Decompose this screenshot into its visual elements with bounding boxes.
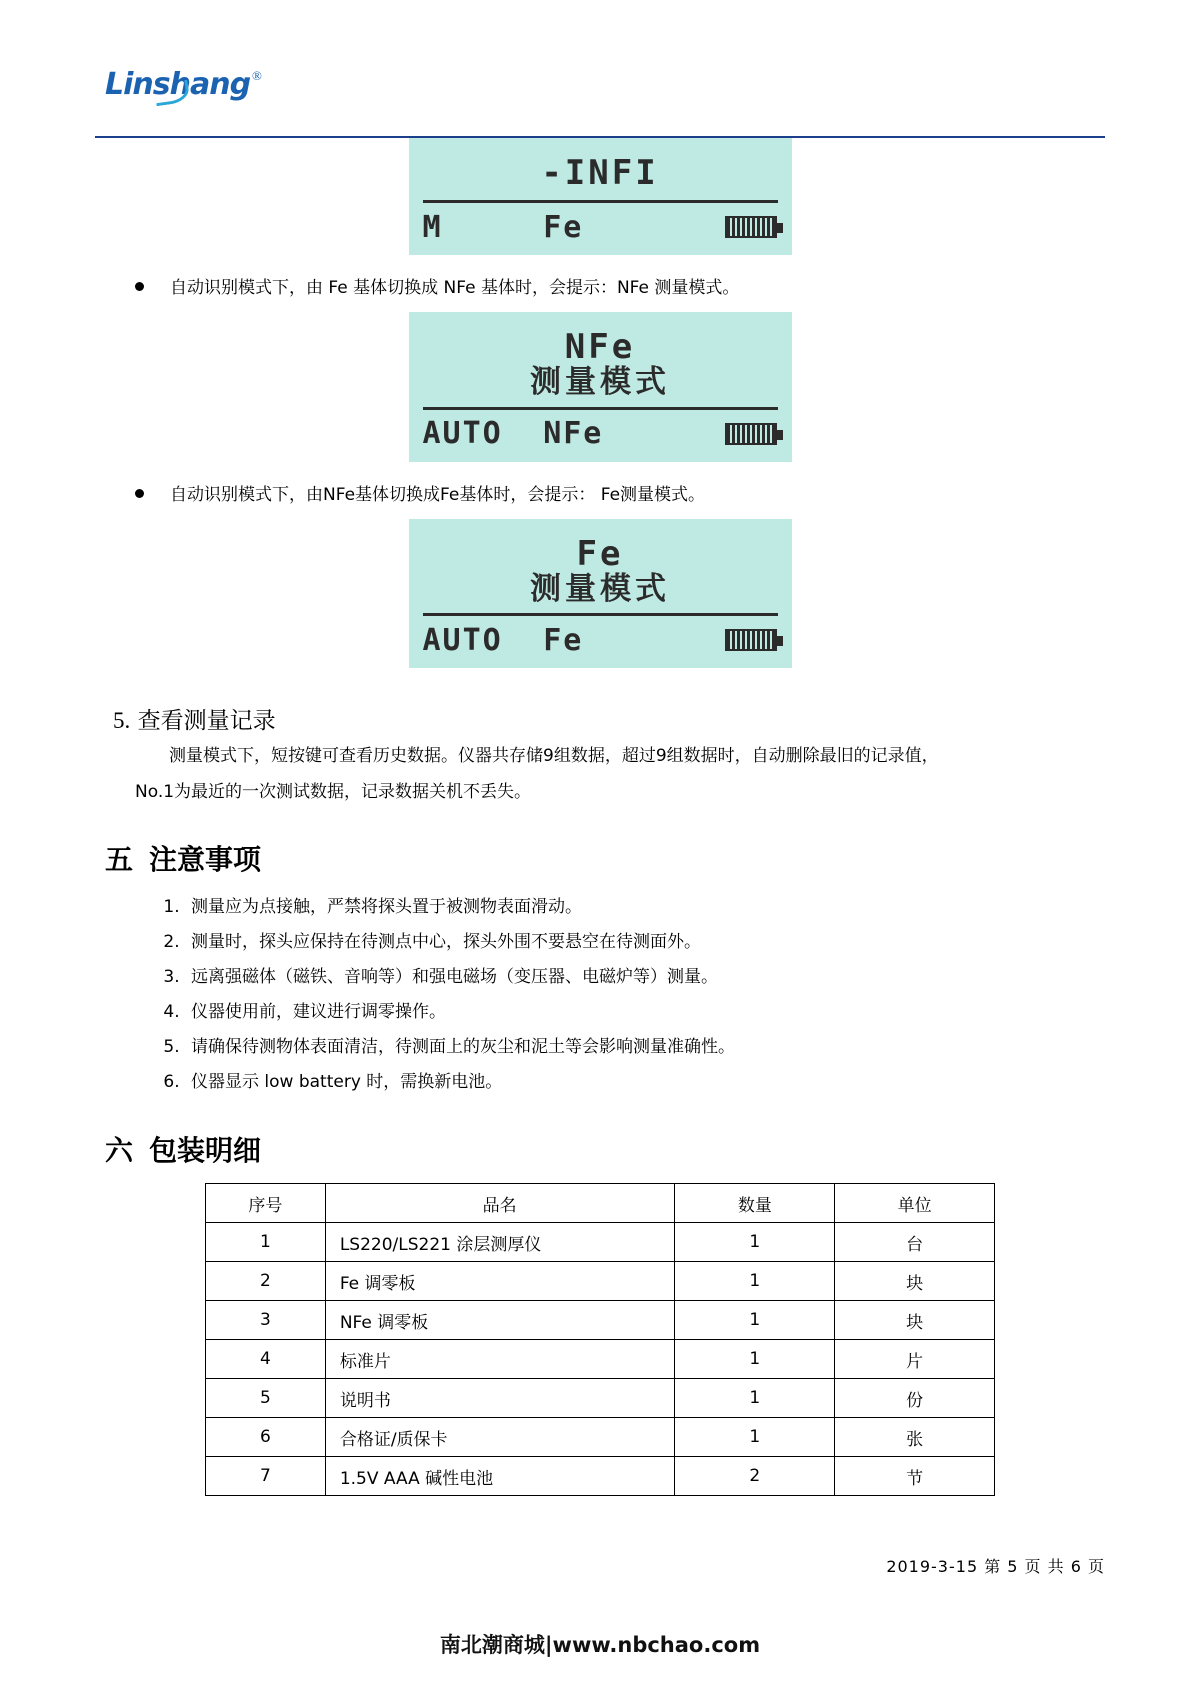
section-five-title: 注意事项 [149, 843, 262, 877]
lcd-divider [423, 200, 778, 203]
lcd-screen-nfe [409, 312, 792, 462]
bullet-item [135, 480, 1105, 505]
lcd-main-value [423, 527, 778, 608]
cell-unit: 份 [835, 1379, 995, 1418]
brand-name: Linshang [105, 67, 251, 102]
lcd-status-bar [423, 412, 778, 456]
lcd-mode-mid: NFe [543, 416, 604, 452]
cell-no: 6 [206, 1418, 326, 1457]
cell-no: 1 [206, 1223, 326, 1262]
lcd-battery-wrap [685, 216, 777, 238]
table-row [206, 1262, 995, 1301]
cell-name: 标准片 [325, 1340, 675, 1379]
packing-list-table [205, 1183, 995, 1496]
section-5-heading [113, 702, 1105, 735]
table-row [206, 1418, 995, 1457]
lcd-mode-left: AUTO [422, 416, 503, 452]
cell-no: 4 [206, 1340, 326, 1379]
lcd-main-line2: 测量模式 [530, 364, 670, 401]
cell-qty: 2 [675, 1457, 835, 1496]
cell-name: 说明书 [325, 1379, 675, 1418]
section-six-heading [105, 1129, 1105, 1169]
cell-unit: 台 [835, 1223, 995, 1262]
bullet-text: 自动识别模式下，由NFe基体切换成Fe基体时，会提示： Fe测量模式。 [170, 484, 706, 505]
section-six-number: 六 [105, 1134, 134, 1168]
cell-name: 合格证/质保卡 [325, 1418, 675, 1457]
lcd-mode-mid: Fe [543, 622, 584, 658]
cell-qty: 1 [675, 1418, 835, 1457]
lcd-screen-fe [409, 519, 792, 669]
cell-qty: 1 [675, 1379, 835, 1418]
lcd-screen-infi [409, 138, 792, 255]
page-footer-info: 2019-3-15 第 5 页 共 6 页 [886, 1557, 1105, 1576]
table-row [206, 1301, 995, 1340]
bullet-text: 自动识别模式下，由 Fe 基体切换成 NFe 基体时，会提示：NFe 测量模式。 [170, 278, 740, 298]
table-row [206, 1340, 995, 1379]
lcd-main-value: -INFI [541, 153, 659, 193]
list-item: 5. 请确保待测物体表面清洁，待测面上的灰尘和泥土等会影响测量准确性。 [185, 1030, 1105, 1065]
logo-swoosh-icon [154, 80, 191, 107]
lcd-main-line2: 测量模式 [530, 570, 670, 607]
lcd-mode-left: AUTO [422, 622, 503, 658]
section-five-heading [105, 838, 1105, 878]
bullet-dot-icon [135, 282, 144, 291]
registered-mark: ® [252, 68, 262, 83]
cell-unit: 块 [835, 1262, 995, 1301]
table-row [206, 1379, 995, 1418]
column-header-unit: 单位 [835, 1184, 995, 1223]
column-header-qty: 数量 [675, 1184, 835, 1223]
column-header-name: 品名 [325, 1184, 675, 1223]
lcd-mode-left: M [422, 209, 443, 245]
cell-no: 5 [206, 1379, 326, 1418]
cell-name: 1.5V AAA 碱性电池 [325, 1457, 675, 1496]
battery-icon [725, 629, 777, 651]
cell-no: 2 [206, 1262, 326, 1301]
cell-qty: 1 [675, 1262, 835, 1301]
table-row [206, 1223, 995, 1262]
section-5-paragraph-line2: No.1为最近的一次测试数据，记录数据关机不丢失。 [135, 781, 532, 802]
bullet-item [135, 273, 1105, 298]
cell-unit: 块 [835, 1301, 995, 1340]
site-watermark: 南北潮商城|www.nbchao.com [439, 1633, 761, 1657]
list-item: 1. 测量应为点接触，严禁将探头置于被测物表面滑动。 [185, 890, 1105, 925]
table-header-row [206, 1184, 995, 1223]
lcd-status-bar [423, 205, 778, 249]
cell-no: 7 [206, 1457, 326, 1496]
section-5-paragraph-line1: 测量模式下，短按键可查看历史数据。仪器共存储9组数据，超过9组数据时，自动删除最旧的记录值， [169, 746, 939, 767]
bullet-dot-icon [135, 489, 144, 498]
lcd-divider [423, 407, 778, 410]
cell-unit: 片 [835, 1340, 995, 1379]
cell-qty: 1 [675, 1223, 835, 1262]
cell-name: LS220/LS221 涂层测厚仪 [325, 1223, 675, 1262]
list-item: 3. 远离强磁体（磁铁、音响等）和强电磁场（变压器、电磁炉等）测量。 [185, 960, 1105, 995]
lcd-divider [423, 613, 778, 616]
section-5-number: 5. [113, 708, 131, 734]
battery-icon [725, 216, 777, 238]
battery-icon [725, 423, 777, 445]
cell-qty: 1 [675, 1301, 835, 1340]
list-item: 2. 测量时，探头应保持在待测点中心，探头外围不要悬空在待测面外。 [185, 925, 1105, 960]
cell-name: Fe 调零板 [325, 1262, 675, 1301]
precautions-list [141, 890, 1105, 1099]
list-item: 6. 仪器显示 low battery 时，需换新电池。 [185, 1065, 1105, 1100]
column-header-no: 序号 [206, 1184, 326, 1223]
lcd-status-bar [423, 618, 778, 662]
section-five-number: 五 [105, 843, 134, 877]
cell-name: NFe 调零板 [325, 1301, 675, 1340]
table-row [206, 1457, 995, 1496]
section-5-title: 查看测量记录 [137, 708, 276, 735]
cell-unit: 节 [835, 1457, 995, 1496]
lcd-battery-wrap [685, 423, 777, 445]
cell-no: 3 [206, 1301, 326, 1340]
section-six-title: 包装明细 [149, 1134, 262, 1168]
list-item: 4. 仪器使用前，建议进行调零操作。 [185, 995, 1105, 1030]
lcd-main-value [423, 320, 778, 401]
cell-unit: 张 [835, 1418, 995, 1457]
lcd-main-line1: NFe [564, 327, 636, 367]
cell-qty: 1 [675, 1340, 835, 1379]
lcd-battery-wrap [685, 629, 777, 651]
lcd-mode-mid: Fe [543, 209, 584, 245]
lcd-main-line1: Fe [576, 533, 624, 574]
page-header [95, 60, 1105, 138]
